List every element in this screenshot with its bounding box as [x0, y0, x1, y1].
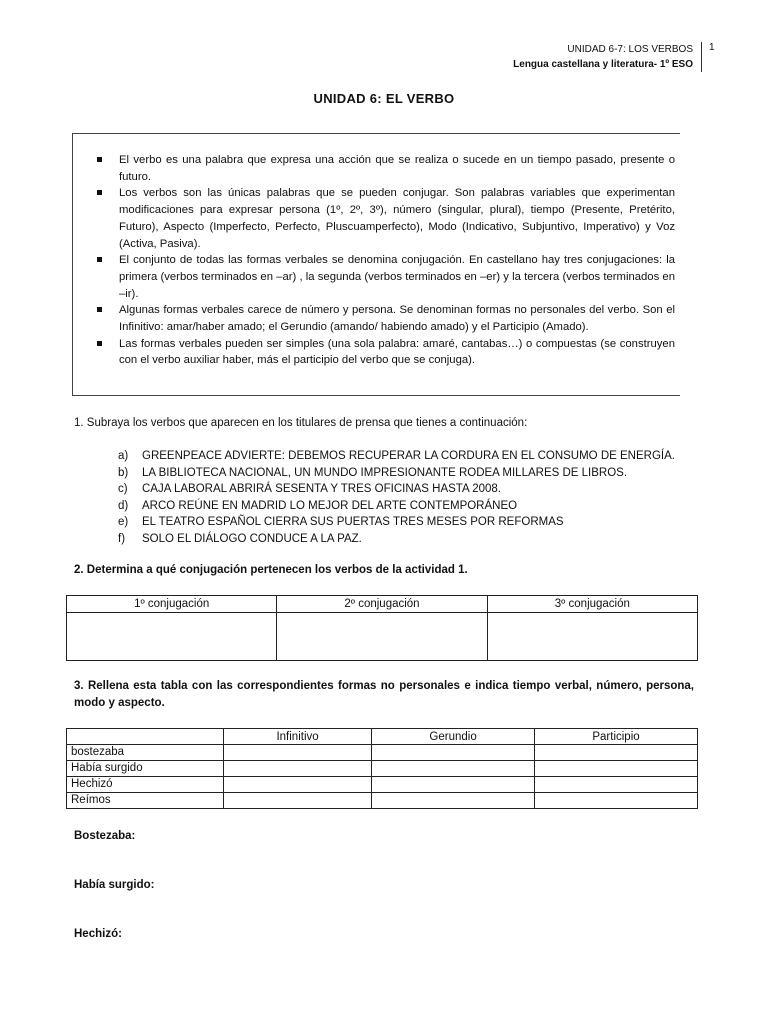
forms-header-blank [67, 729, 224, 745]
answer-label-habia-surgido: Había surgido: [74, 879, 155, 891]
table-row [67, 793, 698, 809]
header-unit: UNIDAD 6-7: LOS VERBOS [567, 44, 693, 55]
answer-cell[interactable] [535, 793, 698, 809]
answer-cell[interactable] [224, 793, 372, 809]
forms-header: Gerundio [372, 729, 535, 745]
activity-1-prompt: 1. Subraya los verbos que aparecen en los titulares de prensa que tienes a continuación: [74, 417, 528, 429]
bullet-icon [97, 157, 102, 162]
table-row [67, 745, 698, 761]
answer-cell[interactable] [372, 745, 535, 761]
summary-box [72, 133, 680, 396]
forms-header: Participio [535, 729, 698, 745]
nonpersonal-forms-table [66, 728, 698, 809]
answer-cell[interactable] [372, 777, 535, 793]
headline-item: b) LA BIBLIOTECA NACIONAL, UN MUNDO IMPRESIONANTE RODEA MILLARES DE LIBROS. [118, 466, 628, 479]
headline-list [118, 448, 675, 548]
bullet-icon [97, 307, 102, 312]
summary-item: Las formas verbales pueden ser simples (una sola palabra: amaré, cantabas…) o compuestas (se construyen con el verbo auxiliar haber, más el participio del verbo que se conjuga). [97, 336, 675, 369]
page-number: 1 [709, 42, 715, 53]
answer-cell[interactable] [372, 761, 535, 777]
table-row [67, 761, 698, 777]
verb-cell: Hechizó [67, 777, 224, 793]
conjugation-answer-cell[interactable] [67, 613, 277, 661]
activity-2-prompt: 2. Determina a qué conjugación pertenecen los verbos de la actividad 1. [74, 564, 468, 576]
conjugation-header: 2º conjugación [277, 596, 487, 613]
headline-item: d) ARCO REÚNE EN MADRID LO MEJOR DEL ARTE CONTEMPORÁNEO [118, 499, 518, 512]
page-header [513, 42, 702, 72]
answer-cell[interactable] [372, 793, 535, 809]
bullet-icon [97, 190, 102, 195]
verb-cell: Reímos [67, 793, 224, 809]
answer-cell[interactable] [224, 761, 372, 777]
conjugation-header: 1º conjugación [67, 596, 277, 613]
forms-header: Infinitivo [224, 729, 372, 745]
summary-item: El conjunto de todas las formas verbales se denomina conjugación. En castellano hay tres conjugaciones: la primera (verbos terminados en –ar) , la segunda (verbos terminados en –er) y la tercera (verbos terminados en –ir). [97, 252, 675, 302]
page-title: UNIDAD 6: EL VERBO [313, 91, 455, 106]
summary-item: El verbo es una palabra que expresa una acción que se realiza o sucede en un tiempo pasado, presente o futuro. [97, 152, 675, 185]
answer-label-bostezaba: Bostezaba: [74, 830, 136, 842]
answer-label-hechizo: Hechizó: [74, 928, 122, 940]
verb-cell: Había surgido [67, 761, 224, 777]
summary-item: Los verbos son las únicas palabras que se pueden conjugar. Son palabras variables que experimentan modificaciones para expresar persona (1º, 2º, 3º), número (singular, plural), tiempo (Presente, Pretérito, Futuro), Aspecto (Imperfecto, Perfecto, Pluscuamperfecto), Modo (Indicativo, Subjuntivo, Imperativo) y Voz (Activa, Pasiva). [97, 185, 675, 252]
headline-item: c) CAJA LABORAL ABRIRÁ SESENTA Y TRES OFICINAS HASTA 2008. [118, 483, 501, 496]
headline-item: e) EL TEATRO ESPAÑOL CIERRA SUS PUERTAS TRES MESES POR REFORMAS [118, 516, 564, 529]
conjugation-table [66, 595, 698, 661]
verb-cell: bostezaba [67, 745, 224, 761]
activity-3-prompt: 3. Rellena esta tabla con las correspondientes formas no personales e indica tiempo verbal, número, persona, modo y aspecto. [74, 680, 694, 709]
answer-cell[interactable] [535, 777, 698, 793]
headline-item: a) GREENPEACE ADVIERTE: DEBEMOS RECUPERAR LA CORDURA EN EL CONSUMO DE ENERGÍA. [118, 450, 675, 462]
conjugation-answer-cell[interactable] [487, 613, 697, 661]
summary-list [97, 152, 675, 369]
bullet-icon [97, 341, 102, 346]
header-subject: Lengua castellana y literatura- 1º ESO [513, 59, 693, 70]
bullet-icon [97, 257, 102, 262]
summary-item: Algunas formas verbales carece de número y persona. Se denominan formas no personales del verbo. Son el Infinitivo: amar/haber amado; el Gerundio (amando/ habiendo amado) y el Participio (Amado). [97, 302, 675, 335]
answer-cell[interactable] [535, 745, 698, 761]
answer-cell[interactable] [535, 761, 698, 777]
headline-item: f) SOLO EL DIÁLOGO CONDUCE A LA PAZ. [118, 532, 362, 545]
conjugation-header: 3º conjugación [487, 596, 697, 613]
table-row [67, 777, 698, 793]
answer-cell[interactable] [224, 745, 372, 761]
answer-cell[interactable] [224, 777, 372, 793]
conjugation-answer-cell[interactable] [277, 613, 487, 661]
